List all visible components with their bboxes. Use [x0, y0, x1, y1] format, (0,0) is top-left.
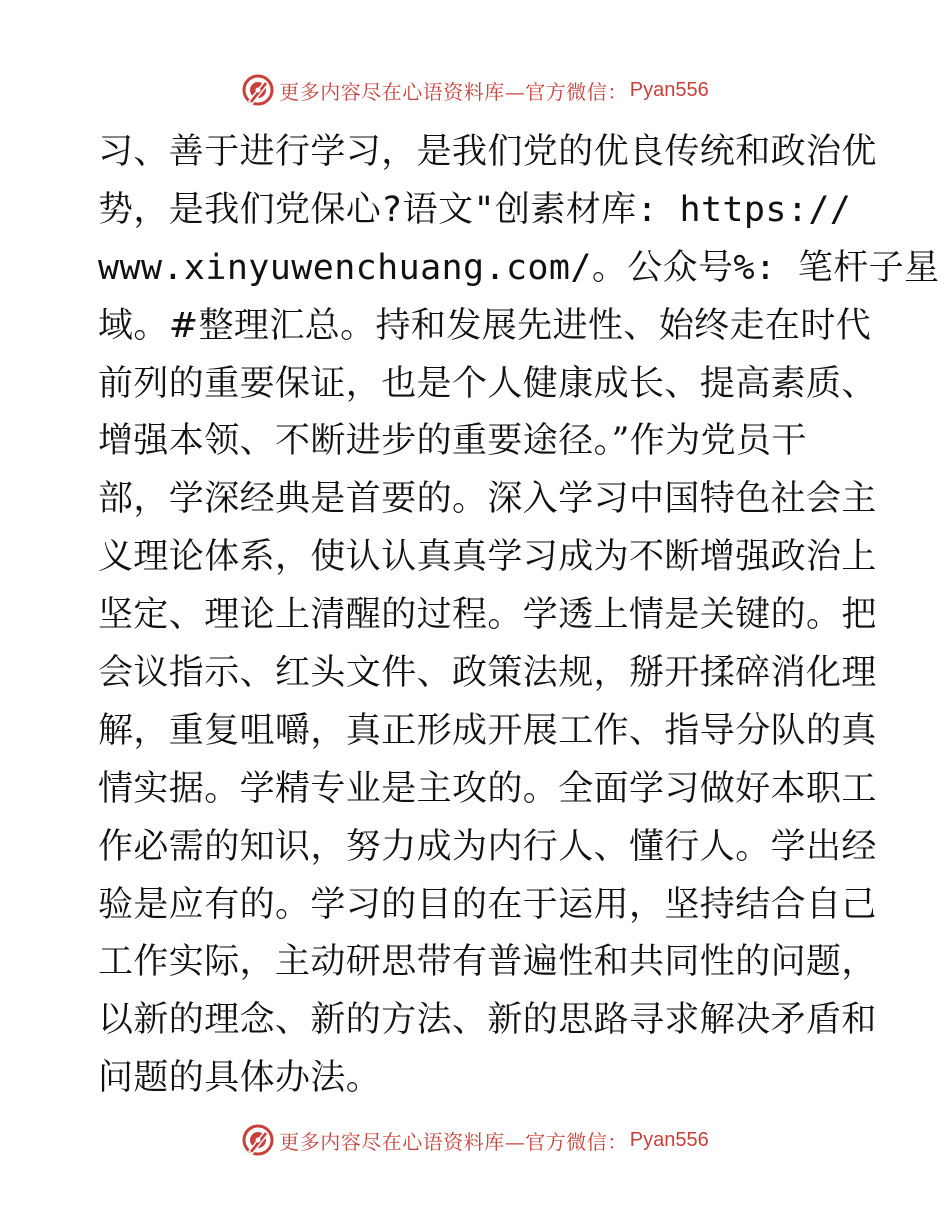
banner-text: 更多内容尽在心语资料库—官方微信：	[279, 1129, 628, 1154]
pen-seal-logo-icon	[241, 1123, 275, 1157]
body-line: 域。#整理汇总。持和发展先进性、始终走在时代	[98, 305, 872, 346]
body-line: 增强本领、不断进步的重要途径。”作为党员干	[98, 421, 807, 462]
body-line: 前列的重要保证，也是个人健康成长、提高素质、	[98, 363, 877, 404]
body-line: 势，是我们党保心?语文"创素材库: https://	[98, 189, 852, 230]
body-line: 工作实际，主动研思带有普遍性和共同性的问题，	[98, 942, 877, 983]
body-line: 问题的具体办法。	[98, 1058, 382, 1099]
body-line: 会议指示、红头文件、政策法规，掰开揉碎消化理	[98, 653, 877, 694]
footer-banner	[0, 1120, 950, 1160]
wechat-id: Pyan556	[629, 78, 709, 101]
document-body	[98, 124, 940, 1112]
body-line: 以新的理念、新的方法、新的思路寻求解决矛盾和	[98, 1000, 877, 1041]
pen-seal-logo-icon	[241, 73, 275, 107]
body-line: 验是应有的。学习的目的在于运用，坚持结合自己	[98, 884, 877, 925]
header-banner	[0, 70, 950, 110]
body-line: 习、善于进行学习，是我们党的优良传统和政治优	[98, 132, 877, 172]
banner-text: 更多内容尽在心语资料库—官方微信：	[279, 79, 628, 104]
body-line: 解，重复咀嚼，真正形成开展工作、指导分队的真	[98, 710, 877, 751]
body-line: www.xinyuwenchuang.com/。公众号%: 笔杆子星	[98, 247, 940, 288]
body-line: 情实据。学精专业是主攻的。全面学习做好本职工	[98, 768, 877, 809]
body-line: 义理论体系，使认认真真学习成为不断增强政治上	[98, 537, 877, 578]
wechat-id: Pyan556	[629, 1128, 709, 1151]
body-line: 坚定、理论上清醒的过程。学透上情是关键的。把	[98, 595, 877, 636]
body-line: 部，学深经典是首要的。深入学习中国特色社会主	[98, 479, 877, 520]
body-line: 作必需的知识，努力成为内行人、懂行人。学出经	[98, 826, 877, 867]
